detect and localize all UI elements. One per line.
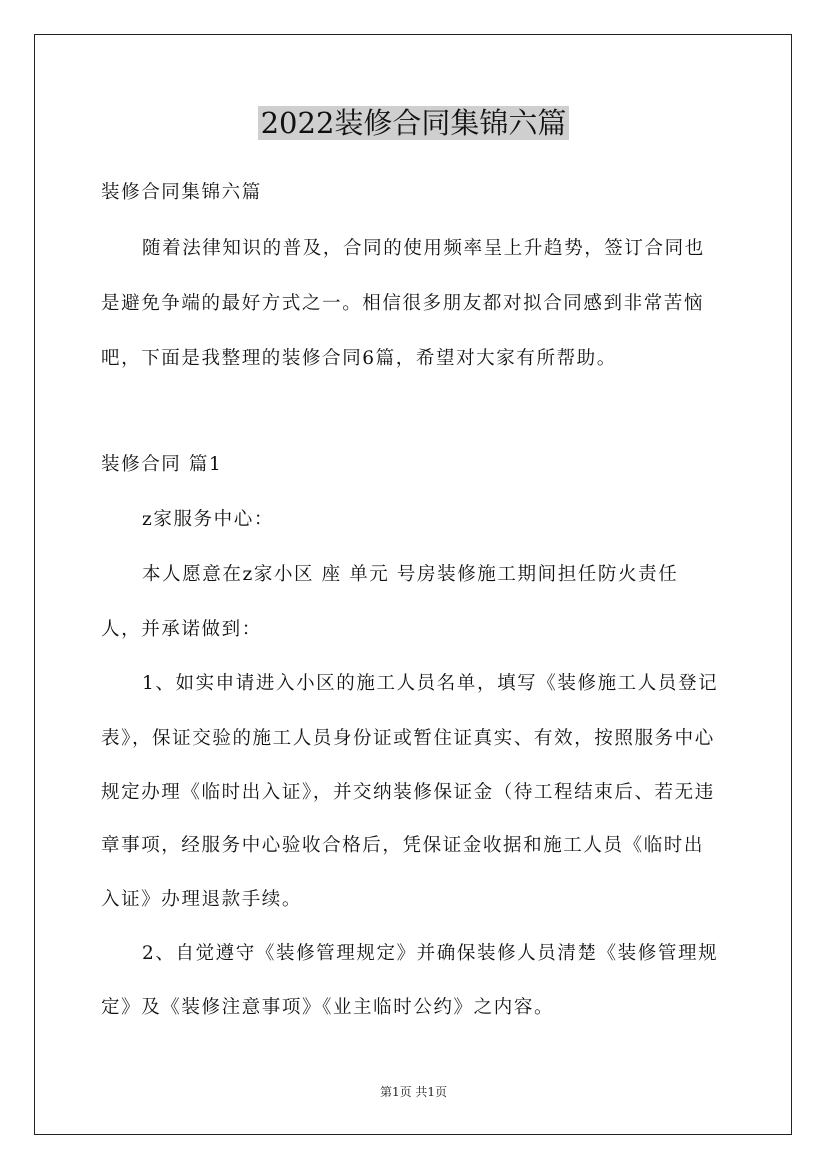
body-paragraph-line: z家服务中心：	[142, 509, 274, 530]
body-paragraph-line: 定》及《装修注意事项》《业主临时公约》之内容。	[101, 997, 555, 1018]
body-paragraph-line: 表》，保证交验的施工人员身份证或暂住证真实、有效，按照服务中心	[101, 728, 715, 749]
body-paragraph-line: 本人愿意在z家小区 座 单元 号房装修施工期间担任防火责任	[142, 564, 679, 585]
section-heading: 装修合同 篇1	[101, 454, 223, 475]
body-paragraph-line: 1、如实申请进入小区的施工人员名单，填写《装修施工人员登记	[142, 673, 719, 694]
document-title-text: 2022装修合同集锦六篇	[258, 106, 570, 140]
page-footer: 第1页 共1页	[379, 1085, 448, 1099]
document-title	[0, 104, 827, 142]
intro-paragraph-line: 是避免争端的最好方式之一。相信很多朋友都对拟合同感到非常苦恼	[101, 293, 705, 314]
body-paragraph-line: 入证》办理退款手续。	[101, 889, 303, 910]
body-paragraph-line: 规定办理《临时出入证》，并交纳装修保证金（待工程结束后、若无违	[101, 782, 715, 803]
intro-paragraph-line: 随着法律知识的普及，合同的使用频率呈上升趋势，签订合同也	[142, 238, 705, 259]
document-subtitle: 装修合同集锦六篇	[101, 182, 262, 203]
body-paragraph-line: 2、自觉遵守《装修管理规定》并确保装修人员清楚《装修管理规	[142, 943, 719, 964]
body-paragraph-line: 章事项，经服务中心验收合格后，凭保证金收据和施工人员《临时出	[101, 835, 705, 856]
body-paragraph-line: 人，并承诺做到：	[101, 619, 262, 640]
intro-paragraph-line: 吧，下面是我整理的装修合同6篇，希望对大家有所帮助。	[101, 348, 617, 369]
